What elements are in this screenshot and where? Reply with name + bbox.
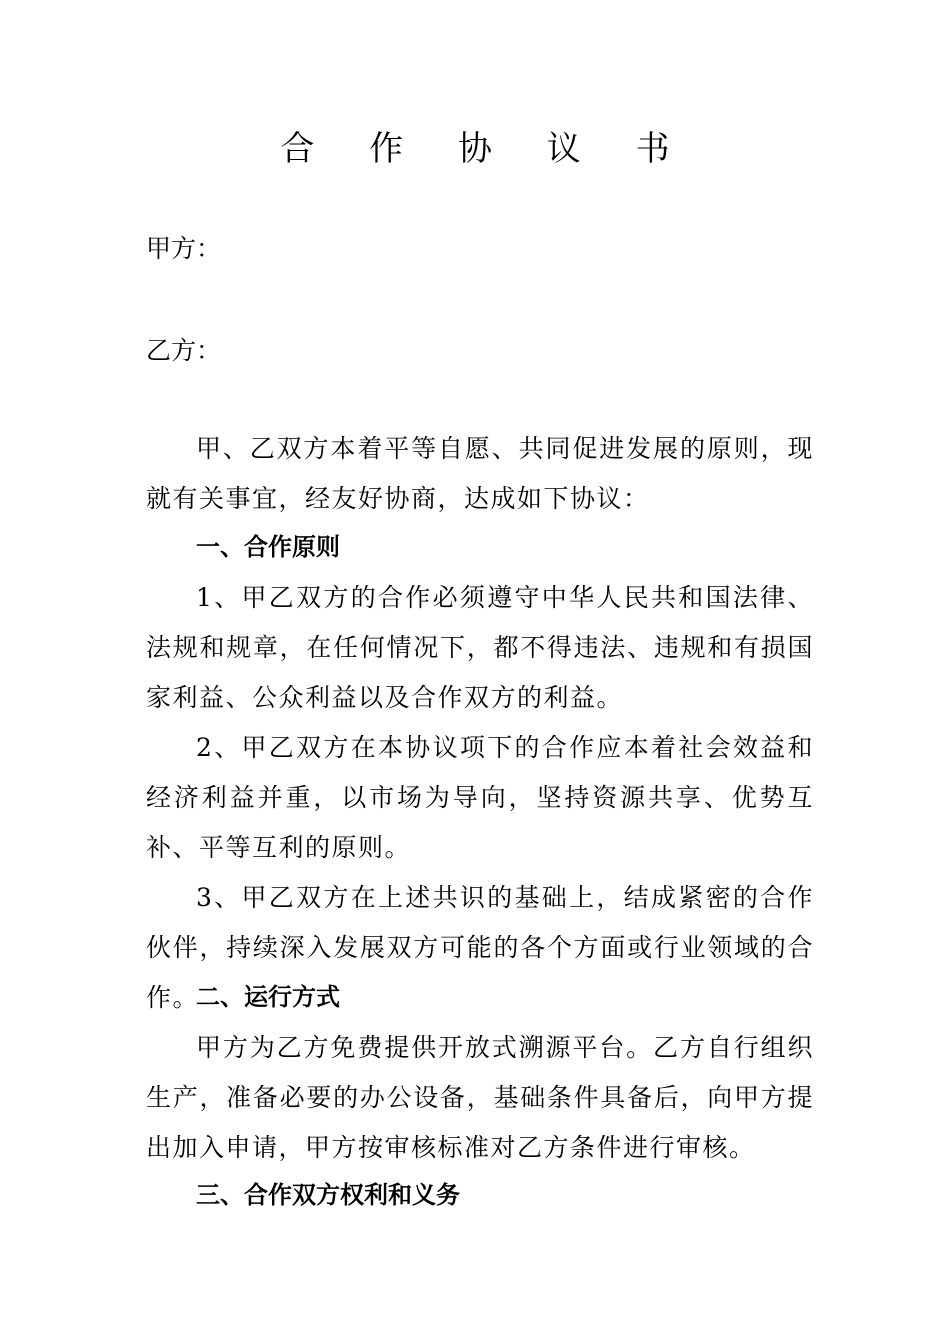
section-heading-2: 二、运行方式 [196, 983, 340, 1011]
section-heading-3: 三、合作双方权利和义务 [196, 1181, 460, 1209]
section-1-paragraph-3: 3、甲乙双方在上述共识的基础上，结成紧密的合作伙伴，持续深入发展双方可能的各个方面或行业领域的合作。 [146, 883, 814, 1012]
party-a-label: 甲方： [146, 234, 222, 263]
section-1-paragraph-2: 2、甲乙双方在本协议项下的合作应本着社会效益和经济利益并重，以市场为导向，坚持资源共享、优势互补、平等互利的原则。 [146, 733, 814, 862]
section-1-paragraph-1: 1、甲乙双方的合作必须遵守中华人民共和国法律、法规和规章，在任何情况下，都不得违法、违规和有损国家利益、公众利益以及合作双方的利益。 [146, 583, 814, 712]
section-2-paragraph-1: 甲方为乙方免费提供开放式溯源平台。乙方自行组织生产，准备必要的办公设备，基础条件具备后，向甲方提出加入申请，甲方按审核标准对乙方条件进行审核。 [146, 1033, 814, 1162]
section-heading-1: 一、合作原则 [196, 533, 340, 561]
intro-paragraph: 甲、乙双方本着平等自愿、共同促进发展的原则，现就有关事宜，经友好协商，达成如下协议： [146, 434, 814, 513]
party-b-label: 乙方： [146, 336, 222, 365]
document-title: 合 作 协 议 书 [280, 129, 692, 169]
